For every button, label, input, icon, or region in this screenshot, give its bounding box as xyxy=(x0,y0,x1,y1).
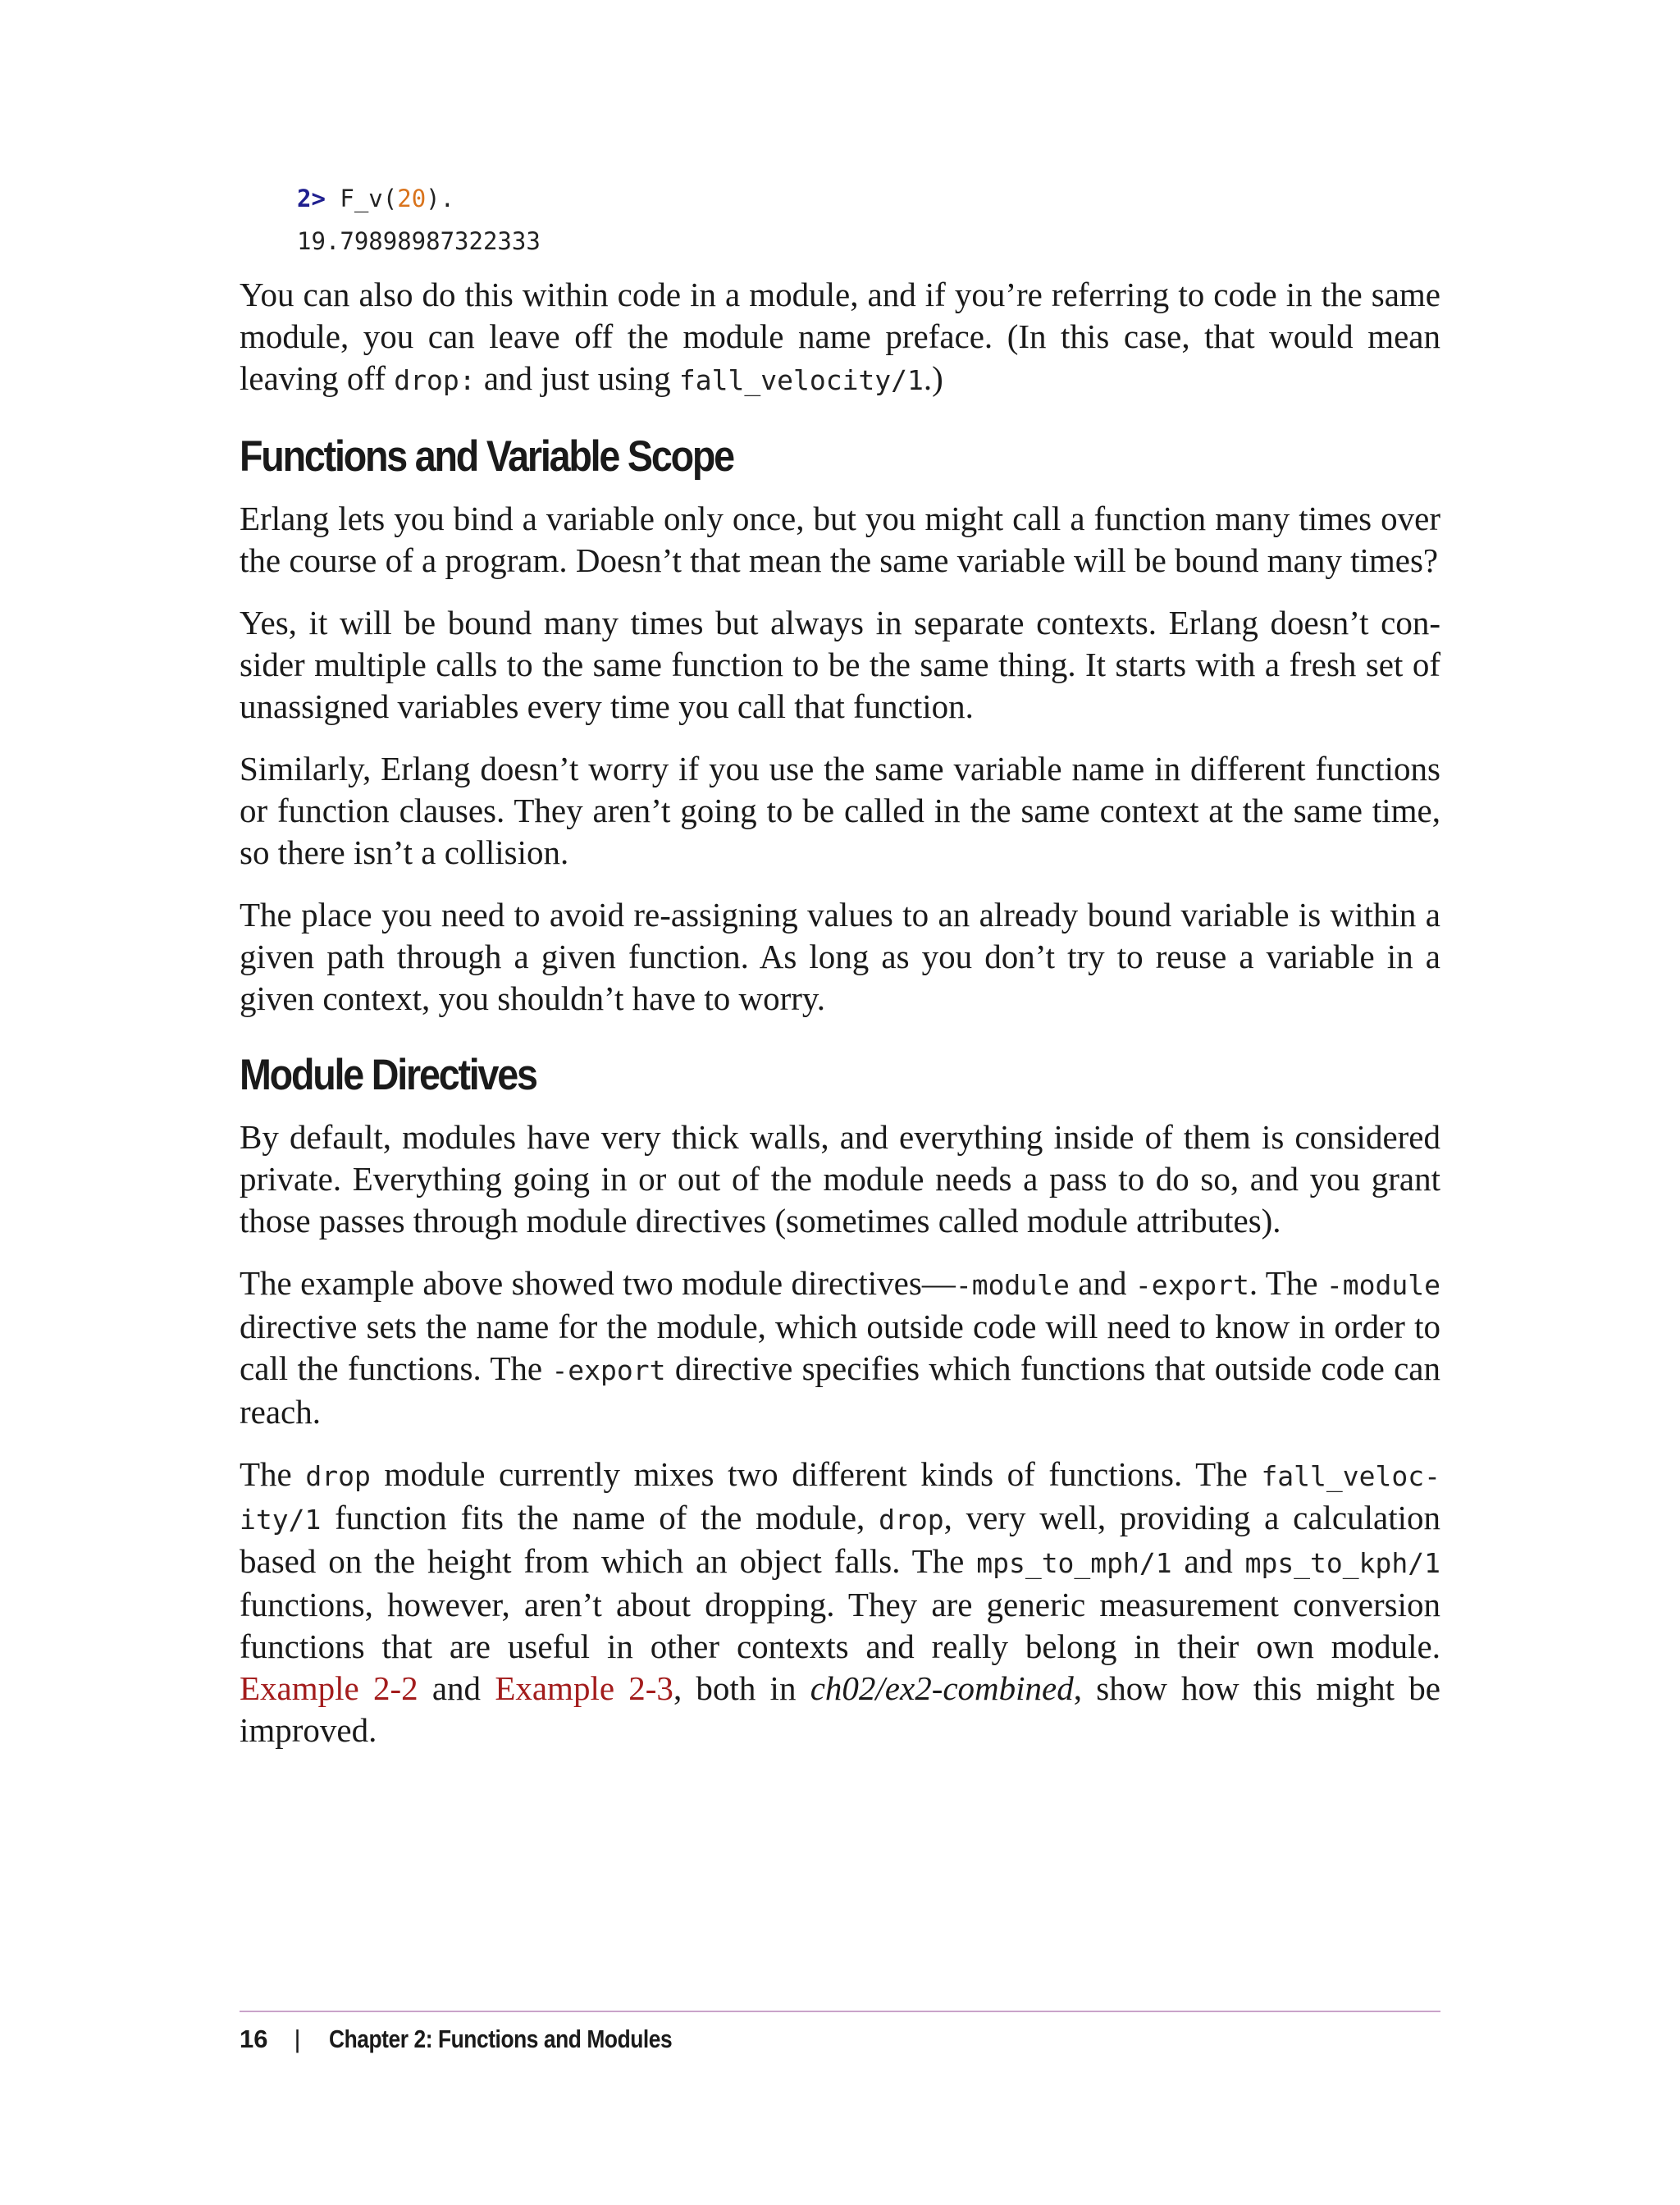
chapter-title: Chapter 2: Functions and Modules xyxy=(328,2025,672,2053)
paragraph xyxy=(240,1262,1440,1433)
code-number: 20 xyxy=(397,185,427,212)
text: module currently mixes two different kinds of functions. The xyxy=(370,1455,1262,1493)
example-2-2-link[interactable]: Example 2-2 xyxy=(240,1669,418,1707)
inline-code: -module xyxy=(1326,1269,1440,1301)
footer-separator: | xyxy=(294,2025,301,2053)
section-heading-directives: Module Directives xyxy=(240,1051,536,1099)
inline-code: drop xyxy=(879,1504,944,1536)
text: and xyxy=(418,1669,495,1707)
text: . The xyxy=(1249,1264,1326,1302)
shell-prompt: 2> xyxy=(297,185,326,212)
inline-code: -module xyxy=(955,1269,1070,1301)
inline-code: mps_to_kph/1 xyxy=(1244,1547,1440,1579)
page-content xyxy=(240,164,1440,1772)
text: functions, however, aren’t about dropping. They are generic measurement conversion functions that are useful in other contexts and really belong in their own module. xyxy=(240,1586,1440,1665)
text: , very well, providing a calculation based on the height from which an object falls. The xyxy=(240,1499,1440,1580)
inline-code: -export xyxy=(1134,1269,1249,1301)
page-footer xyxy=(240,2011,1440,2054)
section-heading-scope: Functions and Variable Scope xyxy=(240,432,733,481)
paragraph xyxy=(240,1454,1440,1751)
text: , show how this might be improved. xyxy=(240,1669,1440,1749)
paragraph xyxy=(240,274,1440,401)
text: and xyxy=(1171,1542,1245,1580)
file-path: ch02/ex2-combined xyxy=(810,1669,1074,1707)
text: and xyxy=(1069,1264,1135,1302)
paragraph: Erlang lets you bind a variable only once, but you might call a function many times over the course of a program. Doesn’t that mean the same variable will be bound many times? xyxy=(240,500,1440,579)
paragraph: The place you need to avoid re-assigning values to an already bound variable is within a given path through a given function. As long as you don’t try to reuse a variable in a given context, you shouldn’t have to worry. xyxy=(240,896,1440,1017)
text: , both in xyxy=(673,1669,810,1707)
text: and just using xyxy=(475,359,679,397)
code-call-suffix: ). xyxy=(426,185,455,212)
inline-code: fall_velocity/1 xyxy=(240,1460,1440,1536)
text: .) xyxy=(923,359,943,397)
text: You can also do this within code in a module, and if you’re referring to code in the same module, you can leave off the module name preface. (In this case, that would mean leaving off xyxy=(240,276,1440,397)
inline-code: drop: xyxy=(394,364,476,396)
page-number: 16 xyxy=(240,2025,268,2053)
text: directive specifies which functions that outside code can reach. xyxy=(240,1349,1441,1431)
code-block xyxy=(297,177,1440,262)
text: The xyxy=(240,1455,306,1493)
inline-code: -export xyxy=(551,1354,666,1386)
text: The example above showed two module directives— xyxy=(240,1264,956,1302)
inline-code: mps_to_mph/1 xyxy=(976,1547,1172,1579)
inline-code: drop xyxy=(305,1460,371,1492)
inline-code: fall_velocity/1 xyxy=(678,364,924,396)
example-2-3-link[interactable]: Example 2-3 xyxy=(495,1669,673,1707)
text: directive sets the name for the module, which outside code will need to know in order to call the functions. The xyxy=(240,1308,1440,1387)
text: function fits the name of the module, xyxy=(321,1499,879,1536)
paragraph: Similarly, Erlang doesn’t worry if you use the same variable name in different functions or function clauses. They aren’t going to be called in the same context at the same time, so there isn’t a collision. xyxy=(240,750,1440,871)
paragraph: Yes, it will be bound many times but always in separate contexts. Erlang doesn’t consider multiple calls to the same function to be the same thing. It starts with a fresh set of unassigned variables every time you call that function. xyxy=(240,604,1440,725)
paragraph: By default, modules have very thick walls, and everything inside of them is considered private. Everything going in or out of the module needs a pass to do so, and you grant those passes through module directives (sometimes called module attributes). xyxy=(240,1118,1440,1239)
code-call-prefix: F_v( xyxy=(325,185,398,212)
code-result: 19.79898987322333 xyxy=(297,227,541,255)
